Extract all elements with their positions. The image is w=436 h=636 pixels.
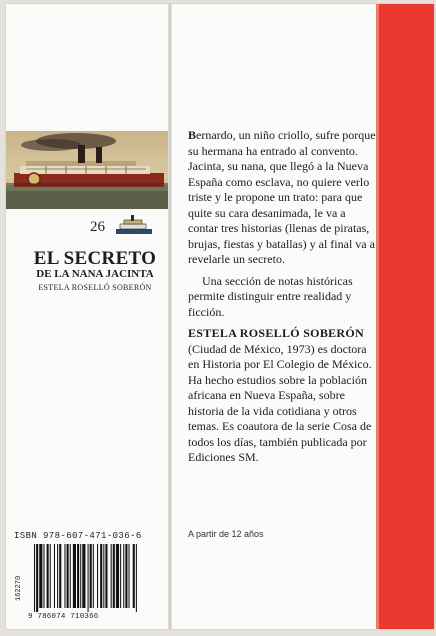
barcode-bar	[50, 544, 51, 608]
barcode-side-number: 162270	[15, 575, 23, 601]
spine-divider	[168, 4, 172, 629]
barcode-bar	[80, 544, 81, 608]
author-bio	[188, 326, 376, 466]
series-number: 26	[90, 219, 105, 235]
dropcap: B	[188, 128, 197, 142]
barcode-bar	[120, 544, 121, 608]
barcode-bar	[70, 544, 71, 608]
synopsis-paragraph-1-text: ernardo, un niño criollo, sufre porque su hermana ha entrado al convento. Jacinta, su nana, que llegó a la Nueva España como esclava, no quiere verlo triste y le propone un trato: para que quite su cara desanimada, le va a contar tres historias (llenas de piratas, brujas, fiestas y batallas) y al final va a revelarle un secreto.	[188, 128, 376, 266]
barcode-bar	[39, 544, 42, 608]
age-label: A partir de 12 años	[188, 529, 264, 539]
synopsis-paragraph-2: Una sección de notas históricas permite distinguir entre realidad y ficción.	[188, 273, 353, 319]
author-name: ESTELA ROSELLÓ SOBERÓN	[188, 326, 364, 340]
barcode-bar	[125, 544, 127, 608]
barcode-bar	[90, 544, 92, 608]
barcode-digits: 9 786074 710366	[28, 613, 99, 621]
title-line2: DE LA NANA JACINTA	[36, 268, 154, 280]
barcode-bar	[129, 544, 130, 608]
barcode-bar	[97, 544, 98, 608]
isbn-text: ISBN 978-607-471-036-6	[14, 531, 142, 541]
barcode-bar	[136, 544, 137, 612]
barcode-bar	[34, 544, 35, 612]
barcode-bar	[82, 544, 85, 608]
title-author: ESTELA ROSELLÓ SOBERÓN	[38, 283, 152, 292]
barcode	[34, 544, 166, 612]
book-title	[20, 249, 170, 292]
barcode-bar	[111, 544, 112, 608]
barcode-bar	[116, 544, 119, 608]
barcode-bar	[93, 544, 94, 608]
barcode-bar	[100, 544, 102, 608]
barcode-bar	[36, 544, 38, 612]
back-cover	[5, 3, 435, 630]
barcode-bar	[57, 544, 58, 608]
barcode-bar	[54, 544, 55, 608]
barcode-bar	[43, 544, 44, 608]
author-bio-text: (Ciudad de México, 1973) es doctora en Historia por El Colegio de México. Ha hecho estudios sobre la población africana en Nueva España, sobre historia de la vida cotidiana y otros temas. Es coautora de la serie Cosa de todos los días, también publicada por Ediciones SM.	[188, 341, 372, 464]
barcode-bar	[47, 544, 49, 608]
barcode-bar	[105, 544, 107, 608]
title-line1: EL SECRETO	[33, 248, 157, 269]
barcode-bar	[133, 544, 135, 608]
synopsis-paragraph-1	[188, 128, 376, 268]
barcode-bar	[113, 544, 115, 608]
steamboat-illustration	[6, 131, 168, 209]
synopsis-text	[188, 128, 376, 472]
red-band	[376, 4, 434, 629]
barcode-bar	[73, 544, 76, 608]
barcode-bar	[59, 544, 61, 608]
barcode-bar	[67, 544, 69, 608]
barcode-bar	[103, 544, 104, 608]
barcode-bar	[77, 544, 79, 608]
ship-logo-icon	[114, 214, 154, 236]
barcode-bar	[123, 544, 124, 608]
barcode-bar	[88, 544, 89, 612]
barcode-bar	[64, 544, 65, 608]
